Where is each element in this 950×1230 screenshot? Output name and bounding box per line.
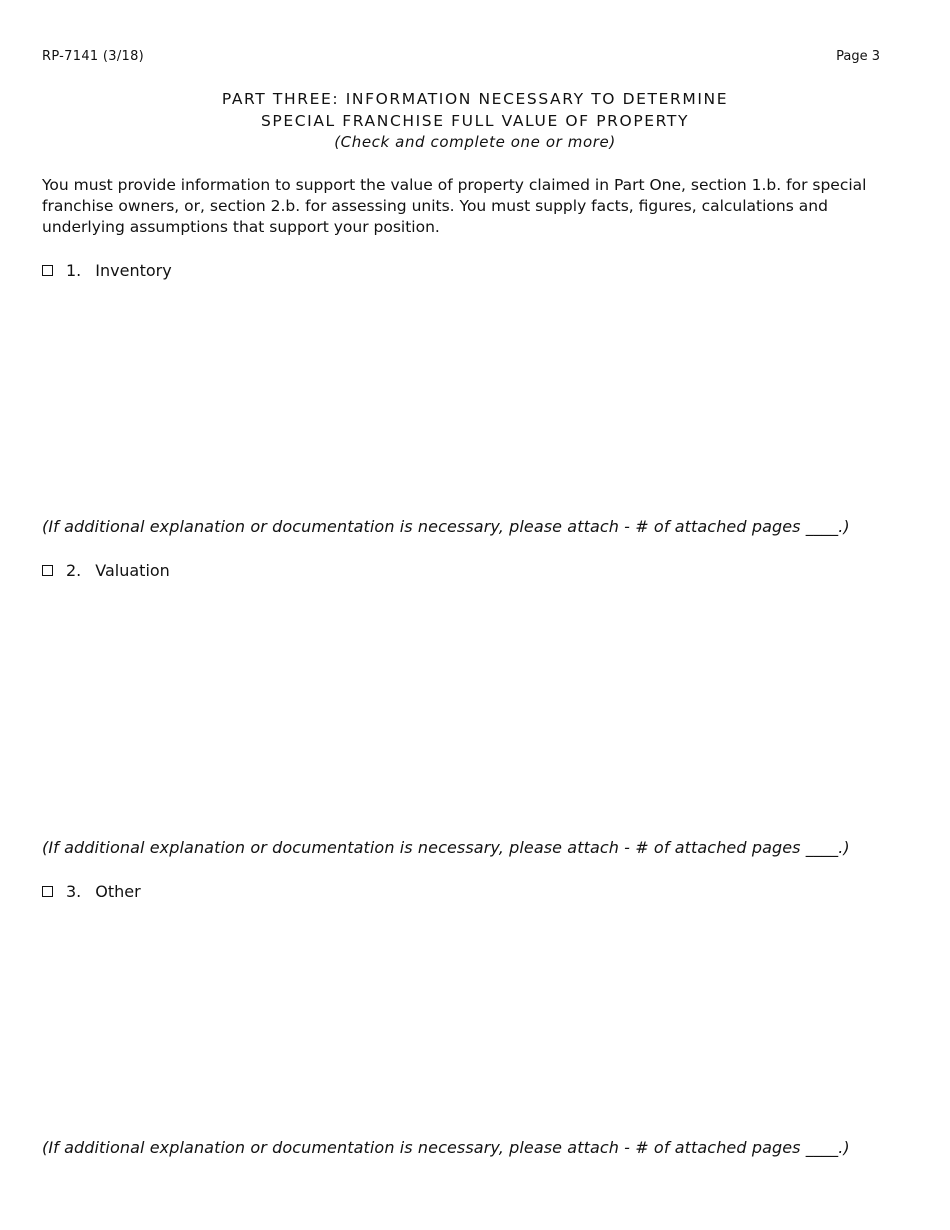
attach-note-other: (If additional explanation or documentation is necessary, please attach - # of attached pages ____.) (42, 1138, 850, 1157)
page-number: Page 3 (836, 49, 880, 64)
page-title (0, 88, 950, 152)
option-inventory[interactable] (42, 261, 172, 280)
attach-note-valuation: (If additional explanation or documentation is necessary, please attach - # of attached pages ____.) (42, 838, 850, 857)
intro-paragraph: You must provide information to support the value of property claimed in Part One, section 1.b. for special franchise owners, or, section 2.b. for assessing units. You must supply facts, figures, calculations and underlying assumptions that support your position. (42, 176, 867, 236)
form-id: RP-7141 (3/18) (42, 49, 145, 64)
title-line-2: SPECIAL FRANCHISE FULL VALUE OF PROPERTY (260, 112, 690, 130)
valuation-checkbox[interactable] (42, 565, 53, 576)
item-label: Valuation (95, 561, 170, 580)
item-label: Other (95, 882, 141, 901)
title-line-1: PART THREE: INFORMATION NECESSARY TO DETERMINE (221, 90, 729, 108)
option-valuation[interactable] (42, 561, 170, 580)
option-other[interactable] (42, 882, 141, 901)
attach-note-inventory: (If additional explanation or documentation is necessary, please attach - # of attached pages ____.) (42, 517, 850, 536)
item-number: 1. (66, 261, 82, 280)
inventory-checkbox[interactable] (42, 265, 53, 276)
other-checkbox[interactable] (42, 886, 53, 897)
title-subtitle: (Check and complete one or more) (334, 133, 616, 151)
item-number: 2. (66, 561, 82, 580)
item-label: Inventory (95, 261, 172, 280)
item-number: 3. (66, 882, 82, 901)
